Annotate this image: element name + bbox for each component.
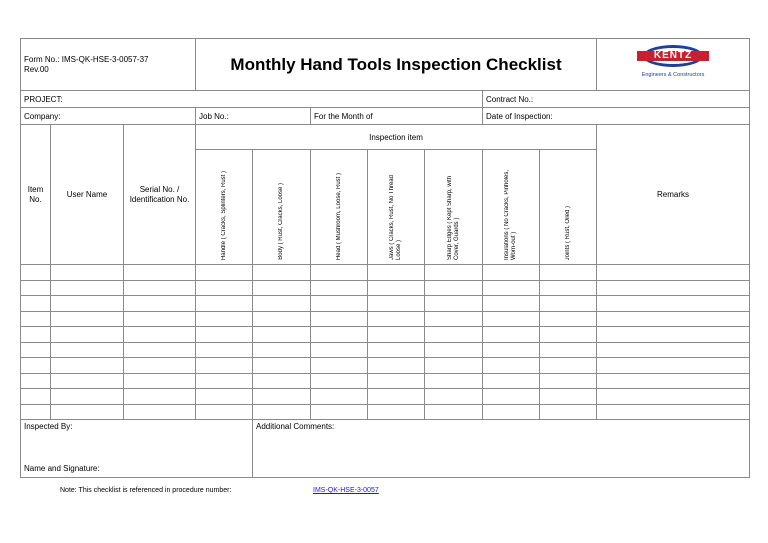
- table-cell[interactable]: [253, 280, 311, 296]
- table-cell[interactable]: [124, 358, 196, 374]
- table-row: [21, 358, 750, 374]
- revision: Rev.00: [24, 64, 49, 74]
- joints-header-cell: [540, 150, 597, 265]
- table-row: [21, 327, 750, 343]
- inspected-by-cell[interactable]: [21, 420, 253, 478]
- table-cell[interactable]: [368, 342, 425, 358]
- job-no-field[interactable]: Job No.:: [196, 108, 311, 125]
- table-row: [21, 265, 750, 281]
- table-cell[interactable]: [51, 342, 124, 358]
- table-cell[interactable]: [253, 311, 311, 327]
- table-row: [21, 404, 750, 420]
- name-signature-label: Name and Signature:: [24, 464, 100, 473]
- table-cell[interactable]: [425, 265, 483, 281]
- table-cell[interactable]: [253, 342, 311, 358]
- inspected-by-label: Inspected By:: [24, 422, 73, 431]
- table-cell[interactable]: [540, 358, 597, 374]
- table-row: [21, 280, 750, 296]
- project-field[interactable]: PROJECT:: [21, 91, 483, 108]
- form-number-cell: [21, 39, 196, 91]
- table-cell[interactable]: [253, 296, 311, 312]
- table-cell[interactable]: [425, 358, 483, 374]
- head-header-cell: [311, 150, 368, 265]
- table-cell[interactable]: [51, 280, 124, 296]
- table-cell[interactable]: [124, 327, 196, 343]
- page-title: Monthly Hand Tools Inspection Checklist: [196, 39, 597, 91]
- table-cell[interactable]: [253, 404, 311, 420]
- table-cell[interactable]: [196, 373, 253, 389]
- user-name-header: User Name: [51, 125, 124, 265]
- table-cell[interactable]: [253, 389, 311, 405]
- table-cell[interactable]: [540, 327, 597, 343]
- logo-tagline: Engineers & Constructors: [641, 71, 705, 78]
- table-cell[interactable]: [483, 265, 540, 281]
- logo-text: KENTZ: [637, 51, 709, 61]
- table-cell[interactable]: [196, 296, 253, 312]
- table-cell[interactable]: [311, 342, 368, 358]
- table-cell[interactable]: [51, 389, 124, 405]
- remarks-header: Remarks: [597, 125, 750, 265]
- table-row: [21, 389, 750, 405]
- inspection-item-header: Inspection item: [196, 125, 597, 150]
- jaws-header-cell: [368, 150, 425, 265]
- table-cell[interactable]: [21, 358, 51, 374]
- table-cell[interactable]: [597, 311, 750, 327]
- table-cell[interactable]: [311, 327, 368, 343]
- table-cell[interactable]: [196, 404, 253, 420]
- table-cell[interactable]: [51, 404, 124, 420]
- sharp-edges-header-cell: [425, 150, 483, 265]
- table-cell[interactable]: [483, 358, 540, 374]
- table-cell[interactable]: [425, 389, 483, 405]
- table-cell[interactable]: [540, 404, 597, 420]
- table-cell[interactable]: [51, 311, 124, 327]
- table-cell[interactable]: [196, 265, 253, 281]
- data-rows: [21, 265, 750, 420]
- handle-header-cell: [196, 150, 253, 265]
- additional-comments-label: Additional Comments:: [256, 422, 335, 431]
- table-cell[interactable]: [540, 342, 597, 358]
- procedure-link[interactable]: IMS-QK-HSE-3-0057: [313, 487, 379, 494]
- table-cell[interactable]: [51, 296, 124, 312]
- table-cell[interactable]: [196, 358, 253, 374]
- table-cell[interactable]: [21, 342, 51, 358]
- table-cell[interactable]: [21, 311, 51, 327]
- table-cell[interactable]: [51, 327, 124, 343]
- table-cell[interactable]: [483, 342, 540, 358]
- table-cell[interactable]: [124, 265, 196, 281]
- table-cell[interactable]: [368, 358, 425, 374]
- table-cell[interactable]: [21, 373, 51, 389]
- insulations-header: Insulations ( No Cracks, Pinholes, Worn-out ): [504, 169, 517, 260]
- table-cell[interactable]: [196, 342, 253, 358]
- table-cell[interactable]: [196, 327, 253, 343]
- table-cell[interactable]: [311, 296, 368, 312]
- serial-no-header: Serial No. / Identification No.: [124, 125, 196, 265]
- form-number: Form No.: IMS-QK-HSE-3-0057-37: [24, 54, 149, 64]
- table-cell[interactable]: [253, 358, 311, 374]
- table-cell[interactable]: [483, 373, 540, 389]
- table-row: [21, 342, 750, 358]
- table-row: [21, 296, 750, 312]
- table-cell[interactable]: [368, 327, 425, 343]
- table-cell[interactable]: [368, 280, 425, 296]
- jaws-header: Jaws ( Cracks, Rust, No Thread Loose ): [389, 175, 402, 260]
- checklist-table: [20, 38, 750, 478]
- table-cell[interactable]: [21, 296, 51, 312]
- table-cell[interactable]: [311, 389, 368, 405]
- table-cell[interactable]: [483, 311, 540, 327]
- table-cell[interactable]: [597, 296, 750, 312]
- table-cell[interactable]: [51, 358, 124, 374]
- table-cell[interactable]: [311, 404, 368, 420]
- insulations-header-cell: [483, 150, 540, 265]
- table-cell[interactable]: [253, 265, 311, 281]
- table-cell[interactable]: [368, 404, 425, 420]
- logo-cell: [597, 39, 750, 91]
- table-cell[interactable]: [124, 296, 196, 312]
- table-cell[interactable]: [21, 327, 51, 343]
- table-cell[interactable]: [540, 373, 597, 389]
- table-cell[interactable]: [124, 280, 196, 296]
- table-cell[interactable]: [124, 404, 196, 420]
- table-cell[interactable]: [311, 311, 368, 327]
- table-cell[interactable]: [368, 373, 425, 389]
- checklist-sheet: [20, 38, 749, 478]
- table-cell[interactable]: [425, 404, 483, 420]
- body-header-cell: [253, 150, 311, 265]
- kentz-logo: [627, 43, 719, 85]
- table-cell[interactable]: [483, 280, 540, 296]
- table-cell[interactable]: [368, 389, 425, 405]
- table-cell[interactable]: [597, 327, 750, 343]
- table-cell[interactable]: [51, 265, 124, 281]
- table-cell[interactable]: [540, 280, 597, 296]
- table-cell[interactable]: [124, 389, 196, 405]
- body-header: Body ( Rust, Cracks, Loose ): [278, 183, 284, 260]
- table-row: [21, 311, 750, 327]
- table-cell[interactable]: [311, 280, 368, 296]
- item-no-header: Item No.: [21, 125, 51, 265]
- table-cell[interactable]: [196, 311, 253, 327]
- handle-header: Handle ( Cracks, Splinters, Rust ): [220, 170, 227, 260]
- table-cell[interactable]: [124, 342, 196, 358]
- table-cell[interactable]: [368, 296, 425, 312]
- table-cell[interactable]: [597, 404, 750, 420]
- date-of-inspection-field[interactable]: Date of Inspection:: [483, 108, 750, 125]
- sharp-edges-header: Sharp Edges ( Kept Sharp, with Cover, Guards ): [446, 175, 460, 260]
- table-cell[interactable]: [597, 265, 750, 281]
- table-cell[interactable]: [425, 311, 483, 327]
- table-cell[interactable]: [196, 389, 253, 405]
- table-cell[interactable]: [253, 327, 311, 343]
- table-cell[interactable]: [425, 280, 483, 296]
- table-cell[interactable]: [540, 296, 597, 312]
- table-cell[interactable]: [21, 404, 51, 420]
- table-cell[interactable]: [124, 311, 196, 327]
- table-cell[interactable]: [597, 280, 750, 296]
- table-row: [21, 373, 750, 389]
- table-cell[interactable]: [21, 280, 51, 296]
- contract-field[interactable]: Contract No.:: [483, 91, 750, 108]
- table-cell[interactable]: [253, 373, 311, 389]
- joints-header: Joints ( Rust, Oiled ): [564, 205, 571, 260]
- table-cell[interactable]: [21, 265, 51, 281]
- table-cell[interactable]: [311, 358, 368, 374]
- table-cell[interactable]: [597, 389, 750, 405]
- table-cell[interactable]: [483, 389, 540, 405]
- table-cell[interactable]: [196, 280, 253, 296]
- table-cell[interactable]: [51, 373, 124, 389]
- table-cell[interactable]: [124, 373, 196, 389]
- additional-comments-cell[interactable]: [253, 420, 750, 478]
- table-cell[interactable]: [597, 358, 750, 374]
- table-cell[interactable]: [425, 296, 483, 312]
- head-header: Head ( Mushroom, Loose, Rust ): [335, 172, 342, 260]
- table-cell[interactable]: [540, 389, 597, 405]
- table-cell[interactable]: [368, 311, 425, 327]
- table-cell[interactable]: [21, 389, 51, 405]
- table-cell[interactable]: [483, 404, 540, 420]
- table-cell[interactable]: [425, 327, 483, 343]
- table-cell[interactable]: [540, 265, 597, 281]
- table-cell[interactable]: [483, 327, 540, 343]
- table-cell[interactable]: [425, 373, 483, 389]
- table-cell[interactable]: [483, 296, 540, 312]
- table-cell[interactable]: [597, 373, 750, 389]
- table-cell[interactable]: [540, 311, 597, 327]
- table-cell[interactable]: [368, 265, 425, 281]
- company-field[interactable]: Company:: [21, 108, 196, 125]
- table-cell[interactable]: [311, 265, 368, 281]
- table-cell[interactable]: [597, 342, 750, 358]
- month-field[interactable]: For the Month of: [311, 108, 483, 125]
- procedure-note: Note: This checklist is referenced in procedure number:: [60, 487, 232, 494]
- table-cell[interactable]: [311, 373, 368, 389]
- table-cell[interactable]: [425, 342, 483, 358]
